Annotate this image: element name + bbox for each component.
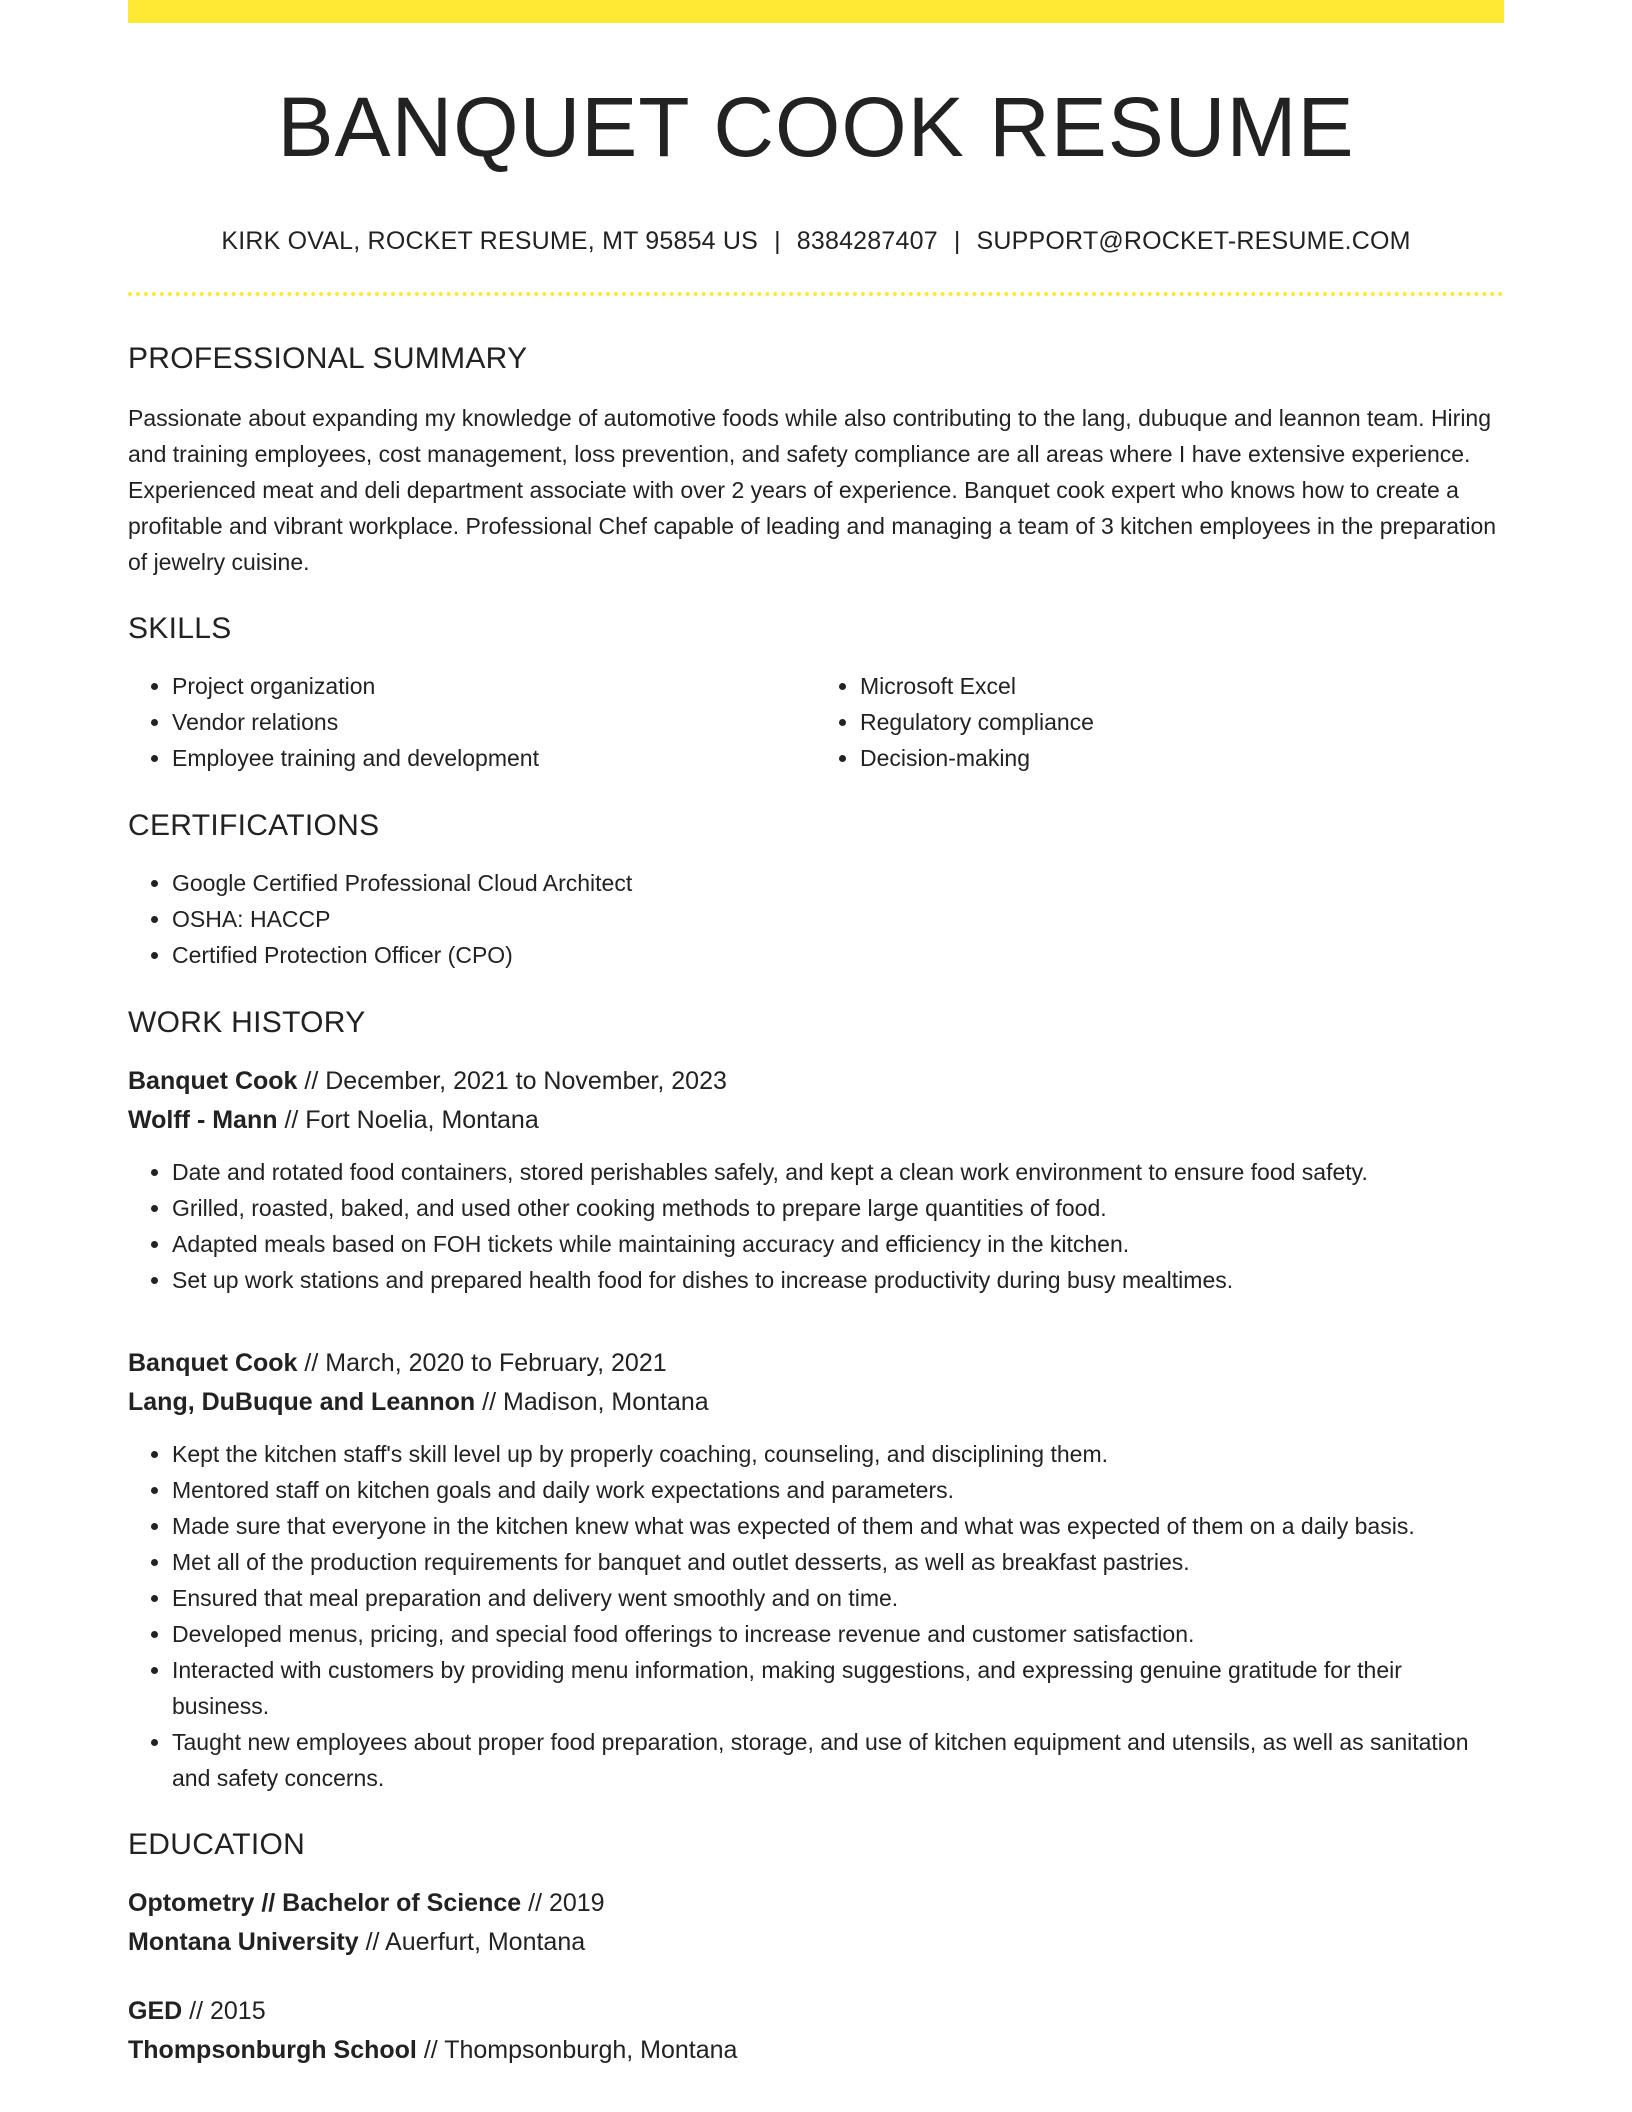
contact-phone: 8384287407 (796, 227, 938, 255)
skills-right-column (816, 668, 1504, 776)
job-title: Banquet Cook (128, 1349, 298, 1377)
education-degree: GED (128, 1997, 183, 2025)
job-bullet: • Ensured that meal preparation and delivery went smoothly and on time. (172, 1580, 1504, 1616)
skill-item: • Decision-making (860, 740, 1504, 776)
dotted-divider (128, 292, 1504, 296)
contact-line (128, 229, 1504, 254)
resume-title: BANQUET COOK RESUME (277, 80, 1355, 174)
education-school: Montana University (128, 1928, 359, 1956)
skill-item: • Microsoft Excel (860, 668, 1504, 704)
job-bullet: • Grilled, roasted, baked, and used other cooking methods to prepare large quantities of food. (172, 1190, 1504, 1226)
education-year: // 2019 (528, 1889, 605, 1917)
resume-page (128, 0, 1504, 2070)
summary-text: Passionate about expanding my knowledge of automotive foods while also contributing to the lang, dubuque and leannon team. Hiring and training employees, cost management, loss prevention, and safety compliance are all areas where I have extensive experience. Experienced meat and deli department associate with over 2 years of experience. Banquet cook expert who knows how to create a profitable and vibrant workplace. Professional Chef capable of leading and managing a team of 3 kitchen employees in the preparation of jewelry cuisine. (128, 405, 1497, 575)
certifications-heading: CERTIFICATIONS (128, 809, 380, 842)
work-history-heading: WORK HISTORY (128, 1006, 366, 1039)
education-heading: EDUCATION (128, 1828, 306, 1861)
job-location: // Madison, Montana (482, 1388, 709, 1416)
job-dates: // December, 2021 to November, 2023 (304, 1067, 727, 1095)
job-bullet: • Interacted with customers by providing menu information, making suggestions, and expressing genuine gratitude for their business. (172, 1652, 1504, 1724)
job-bullet: • Developed menus, pricing, and special food offerings to increase revenue and customer satisfaction. (172, 1616, 1504, 1652)
summary-heading: PROFESSIONAL SUMMARY (128, 342, 528, 375)
contact-separator: | (774, 227, 781, 255)
top-accent-bar (128, 0, 1504, 23)
job-bullet: • Adapted meals based on FOH tickets while maintaining accuracy and efficiency in the kitchen. (172, 1226, 1504, 1262)
education-location: // Thompsonburgh, Montana (423, 2036, 738, 2064)
certifications-list (128, 865, 1504, 973)
skill-item: • Vendor relations (172, 704, 816, 740)
skill-item: • Project organization (172, 668, 816, 704)
job-bullet: • Kept the kitchen staff's skill level up by properly coaching, counseling, and disciplining them. (172, 1436, 1504, 1472)
certification-item: • OSHA: HACCP (172, 901, 1504, 937)
job-bullet: • Set up work stations and prepared health food for dishes to increase productivity during busy mealtimes. (172, 1262, 1504, 1298)
education-school: Thompsonburgh School (128, 2036, 417, 2064)
education-entry (128, 1992, 1504, 2070)
job-bullets (128, 1436, 1504, 1796)
contact-separator: | (953, 227, 961, 255)
job-entry (128, 1062, 1504, 1298)
education-year: // 2015 (189, 1997, 266, 2025)
job-bullet: • Taught new employees about proper food preparation, storage, and use of kitchen equipment and utensils, as well as sanitation and safety concerns. (172, 1724, 1504, 1796)
certification-item: • Google Certified Professional Cloud Architect (172, 865, 1504, 901)
skill-item: • Employee training and development (172, 740, 816, 776)
job-bullets (128, 1154, 1504, 1298)
job-dates: // March, 2020 to February, 2021 (304, 1349, 667, 1377)
job-location: // Fort Noelia, Montana (284, 1106, 539, 1134)
certification-item: • Certified Protection Officer (CPO) (172, 937, 1504, 973)
education-location: // Auerfurt, Montana (365, 1928, 586, 1956)
job-bullet: • Mentored staff on kitchen goals and daily work expectations and parameters. (172, 1472, 1504, 1508)
job-header (128, 1062, 1504, 1140)
skill-item: • Regulatory compliance (860, 704, 1504, 740)
contact-address: KIRK OVAL, ROCKET RESUME, MT 95854 US (221, 227, 759, 255)
job-title: Banquet Cook (128, 1067, 298, 1095)
job-company: Wolff - Mann (128, 1106, 278, 1134)
skills-left-column (128, 668, 816, 776)
education-degree: Optometry // Bachelor of Science (128, 1889, 522, 1917)
job-entry (128, 1344, 1504, 1796)
skills-grid (128, 668, 1504, 776)
job-header (128, 1344, 1504, 1422)
job-company: Lang, DuBuque and Leannon (128, 1388, 476, 1416)
job-bullet: • Date and rotated food containers, stored perishables safely, and kept a clean work environment to ensure food safety. (172, 1154, 1504, 1190)
education-entry (128, 1884, 1504, 1962)
skills-heading: SKILLS (128, 612, 232, 645)
job-bullet: • Made sure that everyone in the kitchen knew what was expected of them and what was expected of them on a daily basis. (172, 1508, 1504, 1544)
job-bullet: • Met all of the production requirements for banquet and outlet desserts, as well as breakfast pastries. (172, 1544, 1504, 1580)
contact-email: SUPPORT@ROCKET-RESUME.COM (976, 227, 1411, 255)
